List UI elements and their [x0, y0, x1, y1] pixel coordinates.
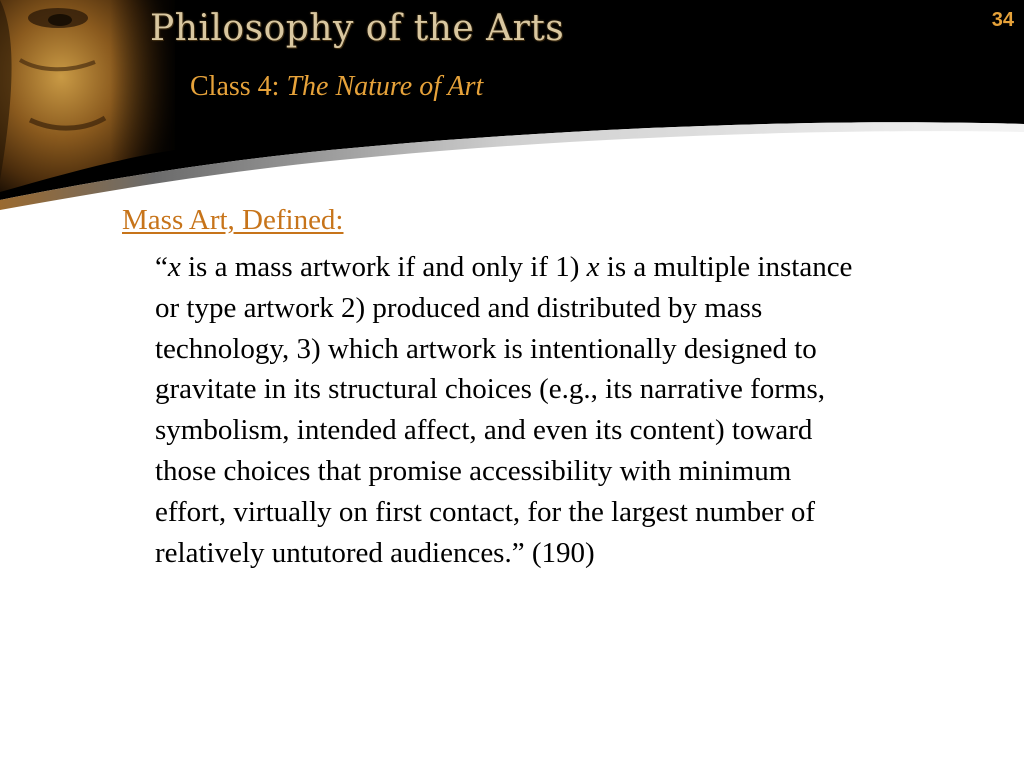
- quote-text: gravitate in its structural choices (e.g., its narrative forms,: [155, 373, 826, 406]
- definition-quote: [155, 247, 1000, 573]
- quote-text: effort, virtually on first contact, for the largest number of: [155, 495, 816, 528]
- quote-text: relatively untutored audiences.” (190): [155, 536, 595, 569]
- class-subtitle: The Nature of Art: [286, 71, 484, 102]
- quote-line: [155, 410, 1000, 451]
- quote-text: is a multiple instance: [599, 251, 853, 283]
- quote-line: [155, 369, 1000, 410]
- slide-number: 34: [991, 9, 1014, 31]
- quote-variable: x: [167, 251, 181, 283]
- quote-line: [155, 288, 1000, 329]
- quote-line: [155, 533, 1000, 574]
- quote-text: technology, 3) which artwork is intentionally designed to: [155, 332, 817, 365]
- quote-text: “: [155, 251, 168, 283]
- class-subtitle-line: [190, 71, 483, 103]
- slide-header: [0, 0, 1024, 210]
- class-label: Class 4:: [190, 71, 280, 102]
- quote-line: [155, 247, 1000, 288]
- course-title: Philosophy of the Arts: [150, 8, 565, 49]
- quote-variable: x: [586, 251, 600, 283]
- quote-text: or type artwork 2) produced and distributed by mass: [155, 291, 763, 324]
- quote-line: [155, 329, 1000, 370]
- quote-text: is a mass artwork if and only if 1): [180, 251, 587, 283]
- quote-line: [155, 451, 1000, 492]
- quote-text: those choices that promise accessibility with minimum: [155, 454, 792, 487]
- quote-text: symbolism, intended affect, and even its content) toward: [155, 414, 813, 447]
- quote-line: [155, 492, 1000, 533]
- section-heading: Mass Art, Defined:: [122, 204, 344, 236]
